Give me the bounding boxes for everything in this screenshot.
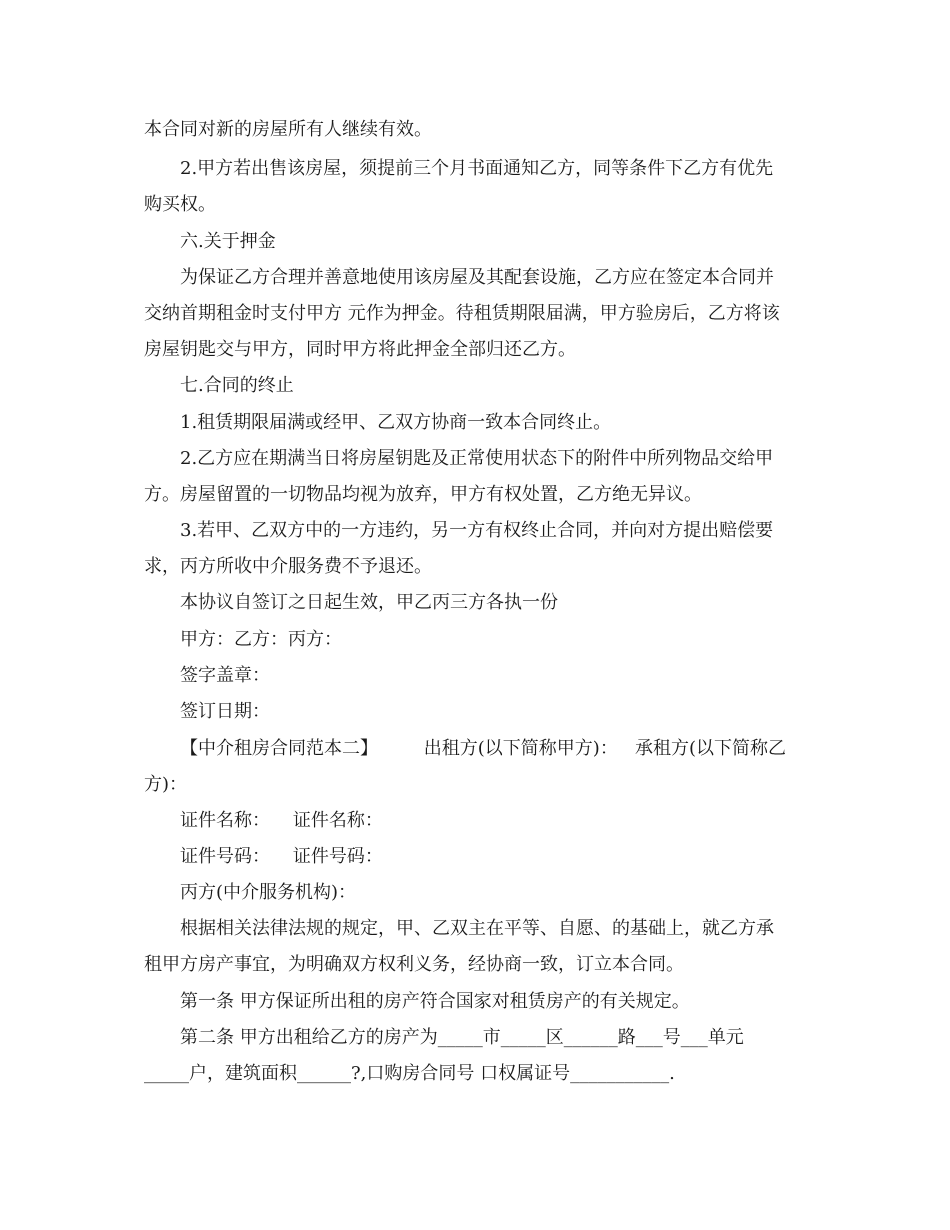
text-line: 2.乙方应在期满当日将房屋钥匙及正常使用状态下的附件中所列物品交给甲 — [180, 448, 774, 469]
text-line: 交纳首期租金时支付甲方 元作为押金。待租赁期限届满，甲方验房后，乙方将该 — [144, 303, 780, 324]
text-line: 购买权。 — [144, 194, 216, 215]
text-line: 本协议自签订之日起生效，甲乙丙三方各执一份 — [180, 592, 558, 613]
id-name-line: 证件名称： 证件名称： — [180, 810, 383, 831]
text-line: 1.租赁期限届满或经甲、乙双方协商一致本合同终止。 — [180, 412, 612, 433]
id-number-line: 证件号码： 证件号码： — [180, 846, 383, 867]
signature-seal: 签字盖章： — [180, 665, 270, 686]
contract-title-line: 【中介租房合同范本二】 出租方(以下简称甲方)： 承租方(以下简称乙 — [180, 738, 787, 759]
signing-date: 签订日期： — [180, 701, 270, 722]
agency-line: 丙方(中介服务机构)： — [180, 882, 357, 903]
article-one: 第一条 甲方保证所出租的房产符合国家对租赁房产的有关规定。 — [180, 991, 690, 1012]
article-two: 第二条 甲方出租给乙方的房产为_____市_____区______路___号___单元 — [180, 1027, 744, 1048]
text-line: 根据相关法律法规的规定，甲、乙双主在平等、自愿、的基础上，就乙方承 — [180, 918, 774, 939]
text-line: 方)： — [144, 774, 188, 795]
text-line: _____户，建筑面积______?,口购房合同号 口权属证号___________. — [144, 1063, 675, 1084]
text-line: 3.若甲、乙双方中的一方违约，另一方有权终止合同，并向对方提出赔偿要 — [180, 520, 774, 541]
section-heading: 六.关于押金 — [180, 231, 276, 252]
text-line: 为保证乙方合理并善意地使用该房屋及其配套设施，乙方应在签定本合同并 — [180, 267, 774, 288]
text-line: 2.甲方若出售该房屋，须提前三个月书面通知乙方，同等条件下乙方有优先 — [180, 158, 774, 179]
text-line: 求，丙方所收中介服务费不予退还。 — [144, 556, 432, 577]
section-heading: 七.合同的终止 — [180, 375, 294, 396]
signature-parties: 甲方：乙方：丙方： — [180, 629, 342, 650]
text-line: 房屋钥匙交与甲方，同时甲方将此押金全部归还乙方。 — [144, 339, 576, 360]
text-line: 本合同对新的房屋所有人继续有效。 — [144, 119, 432, 140]
text-line: 方。房屋留置的一切物品均视为放弃，甲方有权处置，乙方绝无异议。 — [144, 484, 702, 505]
text-line: 租甲方房产事宜，为明确双方权利义务，经协商一致，订立本合同。 — [144, 954, 684, 975]
